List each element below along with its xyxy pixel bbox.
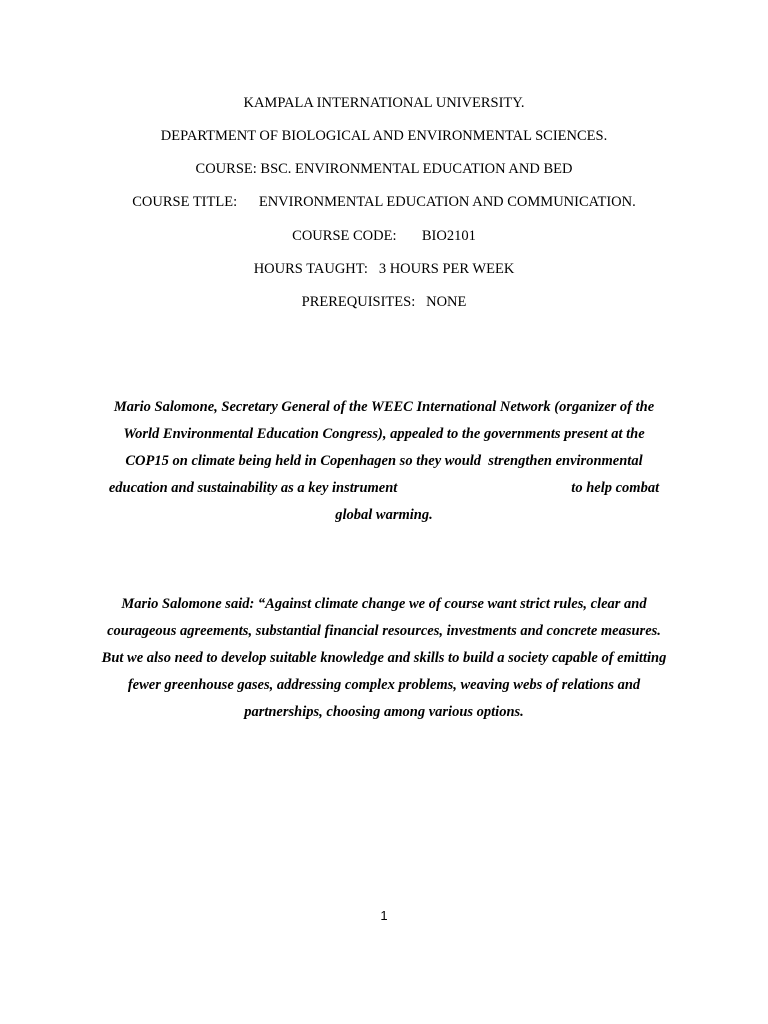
paragraph-line: education and sustainability as a key instrument to help combat — [108, 480, 660, 496]
paragraph-line: Mario Salomone, Secretary General of the WEEC International Network (organizer of the — [113, 399, 655, 415]
paragraph-line: fewer greenhouse gases, addressing complex problems, weaving webs of relations and — [127, 677, 641, 693]
paragraph-line: global warming. — [335, 507, 433, 523]
department-name: DEPARTMENT OF BIOLOGICAL AND ENVIRONMENTAL SCIENCES. — [160, 128, 608, 144]
course-code: COURSE CODE: BIO2101 — [292, 228, 476, 244]
page-number: 1 — [380, 908, 388, 923]
university-name: KAMPALA INTERNATIONAL UNIVERSITY. — [243, 95, 525, 111]
hours-taught: HOURS TAUGHT: 3 HOURS PER WEEK — [253, 261, 515, 277]
course-name: COURSE: BSC. ENVIRONMENTAL EDUCATION AND BED — [195, 161, 573, 177]
paragraph-line: World Environmental Education Congress), appealed to the governments present at the — [123, 426, 645, 442]
course-title: COURSE TITLE: ENVIRONMENTAL EDUCATION AND COMMUNICATION. — [132, 194, 636, 210]
salomone-appeal-paragraph — [84, 394, 684, 529]
paragraph-line: But we also need to develop suitable knowledge and skills to build a society capable of emitting — [101, 650, 667, 666]
paragraph-line: courageous agreements, substantial financial resources, investments and concrete measures. — [107, 623, 661, 639]
paragraph-line: COP15 on climate being held in Copenhagen so they would strengthen environmental — [125, 453, 643, 469]
paragraph-line: partnerships, choosing among various options. — [244, 704, 524, 720]
paragraph-line: Mario Salomone said: “Against climate change we of course want strict rules, clear and — [121, 596, 647, 612]
prerequisites: PREREQUISITES: NONE — [301, 294, 467, 310]
salomone-quote-paragraph — [84, 591, 684, 726]
